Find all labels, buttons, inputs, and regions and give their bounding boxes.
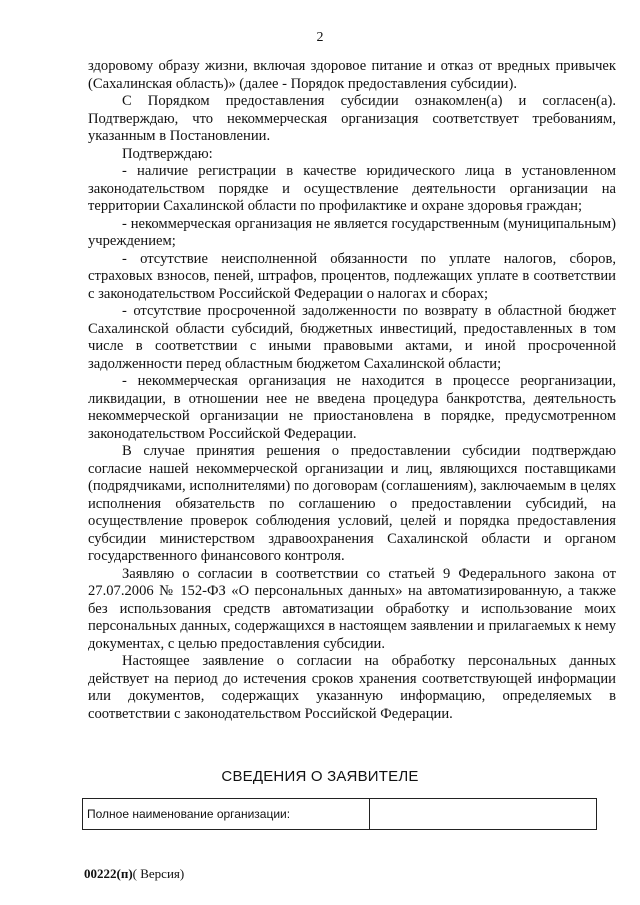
paragraph-consent-period: Настоящее заявление о согласии на обработку персональных данных действует на период до истечения сроков хранения соответствующей информации или документов, содержащих указанную информацию, определяемых в соответствии с законодательством Российской Федерации. xyxy=(88,653,616,722)
confirm-item-no-reorganization: - некоммерческая организация не находится в процессе реорганизации, ликвидации, в отношении нее не введена процедура банкротства, деятельность некоммерческой организации не приостановлена в порядке, предусмотренном законодательством Российской Федерации. xyxy=(88,373,616,442)
paragraph-confirm-heading: Подтверждаю: xyxy=(122,145,213,162)
paragraph-personal-data-consent: Заявляю о согласии в соответствии со статьей 9 Федерального закона от 27.07.2006 № 152-ФЗ «О персональных данных» на автоматизированную, а также без использования средств автоматизации обработку и использование моих персональных данных, содержащихся в настоящем заявлении и прилагаемых к нему документах, с целью предоставления субсидии. xyxy=(88,565,616,652)
document-code: 00222(п) xyxy=(84,866,133,881)
confirm-item-no-budget-debt: - отсутствие просроченной задолженности по возврату в областной бюджет Сахалинской области субсидий, бюджетных инвестиций, предоставленных в том числе в соответствии с иными правовыми актами, и иной просроченной задолженности перед областным бюджетом Сахалинской области; xyxy=(88,303,616,372)
org-name-value[interactable] xyxy=(370,799,597,830)
document-body xyxy=(88,58,616,723)
applicant-info-table xyxy=(82,798,597,830)
confirm-item-no-tax-debt: - отсутствие неисполненной обязанности по уплате налогов, сборов, страховых взносов, пеней, штрафов, процентов, подлежащих уплате в соответствии с законодательством Российской Федерации о налогах и сборах; xyxy=(88,250,616,302)
page-number: 2 xyxy=(316,30,324,45)
table-row xyxy=(83,799,597,830)
section-title-applicant: СВЕДЕНИЯ О ЗАЯВИТЕЛЕ xyxy=(221,768,419,785)
org-name-label: Полное наименование организации: xyxy=(83,799,370,830)
confirm-item-registration: - наличие регистрации в качестве юридического лица в установленном законодательством порядке и осуществление деятельности организации на территории Сахалинской области по профилактике и охране здоровья граждан; xyxy=(88,163,616,214)
paragraph-inspection-consent: В случае принятия решения о предоставлении субсидии подтверждаю согласие нашей некоммерческой организации и лиц, являющихся поставщиками (подрядчиками, исполнителями) по договорам (соглашениям), заключаемым в целях исполнения обязательств по соглашению о предоставлении субсидий, на осуществление проверок соблюдения условий, целей и порядка предоставления субсидии министерством здравоохранения Сахалинской области и органом государственного финансового контроля. xyxy=(88,443,616,564)
paragraph-acknowledgement: С Порядком предоставления субсидии ознакомлен(а) и согласен(а). Подтверждаю, что некоммерческая организация соответствует требованиям, указанным в Постановлении. xyxy=(88,93,616,144)
footer-document-code xyxy=(84,866,184,882)
confirm-item-not-institution: - некоммерческая организация не является государственным (муниципальным) учреждением; xyxy=(88,215,616,249)
paragraph-continuation: здоровому образу жизни, включая здоровое питание и отказ от вредных привычек (Сахалинская область)» (далее - Порядок предоставления субсидии). xyxy=(88,58,616,92)
document-version: ( Версия) xyxy=(132,866,185,881)
